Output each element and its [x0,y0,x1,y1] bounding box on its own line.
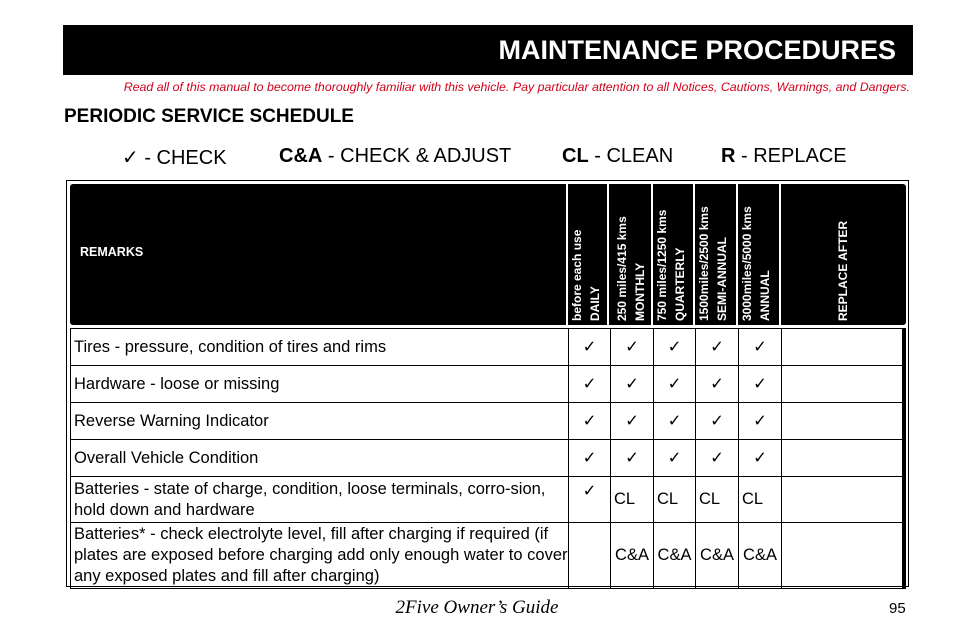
replace-after-cell [782,329,906,366]
replace-after-cell [782,440,906,477]
check-icon: ✓ [611,329,654,366]
remark-cell: Batteries* - check electrolyte level, fill after charging if required (if plates are exposed before charging add only enough water to cover any exposed plates and fill after charging) [71,523,569,589]
check-icon: ✓ [569,477,611,523]
check-icon: ✓ [569,329,611,366]
page-title: MAINTENANCE PROCEDURES [63,25,913,75]
check-icon: ✓ [739,329,782,366]
legend-ca-key: C&A [279,145,323,167]
legend-cl-key: CL [562,145,589,167]
table-row [71,440,906,477]
column-divider [566,184,568,325]
check-icon: ✓ [569,440,611,477]
table-row [71,477,906,523]
clean-cell: CL [739,477,782,523]
column-divider [779,184,781,325]
replace-after-cell [782,523,906,589]
remark-cell: Reverse Warning Indicator [71,403,569,440]
check-icon: ✓ [739,403,782,440]
legend-ca-label: - CHECK & ADJUST [327,145,512,167]
legend-cl-label: - CLEAN [594,145,674,167]
schedule-body [70,328,906,589]
check-icon: ✓ [654,329,696,366]
remark-cell: Overall Vehicle Condition [71,440,569,477]
check-adjust-cell: C&A [611,523,654,589]
check-icon: ✓ [739,366,782,403]
check-icon: ✓ [696,403,739,440]
check-icon: ✓ [611,403,654,440]
check-icon: ✓ [696,440,739,477]
check-adjust-cell: C&A [696,523,739,589]
check-icon: ✓ [654,366,696,403]
legend-clean [562,145,673,168]
empty-cell [569,523,611,589]
replace-after-cell [782,403,906,440]
check-icon: ✓ [569,366,611,403]
column-header-monthly: MONTHLY [633,262,647,321]
clean-cell: CL [696,477,739,523]
remark-cell: Tires - pressure, condition of tires and rims [71,329,569,366]
safety-notice: Read all of this manual to become thoroughly familiar with this vehicle. Pay particular attention to all Notices, Cautions, Warnings, and Dangers. [123,80,910,94]
guide-title: 2Five Owner’s Guide [395,597,559,618]
check-icon: ✓ [654,403,696,440]
column-header-annual: ANNUAL [758,270,772,321]
check-adjust-cell: C&A [739,523,782,589]
check-icon: ✓ [696,366,739,403]
check-icon: ✓ [654,440,696,477]
column-header-quarterly-interval: 750 miles/1250 kms [655,209,669,321]
legend-check [122,145,227,170]
clean-cell: CL [654,477,696,523]
column-divider [693,184,695,325]
replace-after-cell [782,477,906,523]
column-divider [607,184,609,325]
clean-cell: CL [611,477,654,523]
column-header-semi-annual-interval: 1500miles/2500 kms [697,206,711,321]
replace-after-cell [782,366,906,403]
legend-r-key: R [721,145,736,167]
column-header-daily: DAILY [588,286,602,321]
table-row [71,366,906,403]
table-right-border [902,328,905,588]
legend-check-label: - CHECK [144,147,227,169]
legend-replace [721,145,847,168]
legend-check-adjust [279,145,511,168]
table-row [71,403,906,440]
remark-cell: Batteries - state of charge, condition, loose terminals, corro-sion, hold down and hardware [71,477,569,523]
service-schedule-table [66,180,909,587]
column-header-replace-after: REPLACE AFTER [836,220,850,321]
check-icon: ✓ [122,147,139,169]
check-icon: ✓ [569,403,611,440]
column-header-daily-interval: before each use [570,229,584,321]
check-icon: ✓ [611,440,654,477]
column-header-semi-annual: SEMI-ANNUAL [715,237,729,321]
remark-cell: Hardware - loose or missing [71,366,569,403]
column-header-quarterly: QUARTERLY [673,247,687,321]
legend-r-label: - REPLACE [741,145,847,167]
check-icon: ✓ [739,440,782,477]
check-adjust-cell: C&A [654,523,696,589]
check-icon: ✓ [611,366,654,403]
section-heading: PERIODIC SERVICE SCHEDULE [64,106,354,127]
column-header-monthly-interval: 250 miles/415 kms [615,216,629,321]
column-header-annual-interval: 3000miles/5000 kms [740,206,754,321]
column-divider [651,184,653,325]
table-header [70,184,906,325]
page-number: 95 [889,600,906,617]
table-row [71,523,906,589]
check-icon: ✓ [696,329,739,366]
remarks-header: REMARKS [80,245,144,259]
column-divider [736,184,738,325]
table-row [71,329,906,366]
